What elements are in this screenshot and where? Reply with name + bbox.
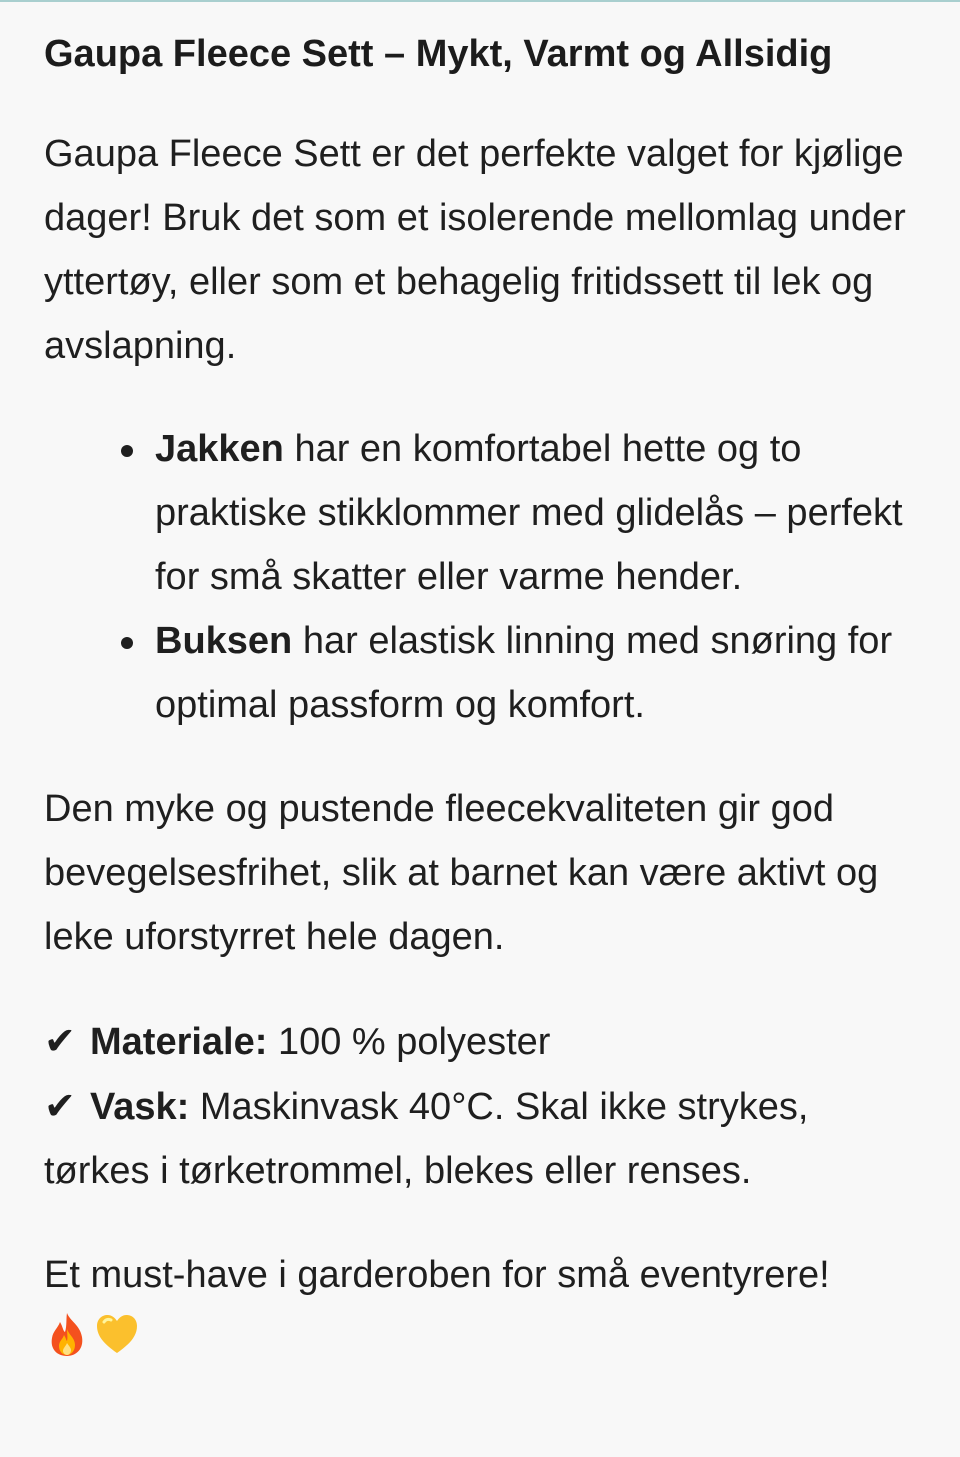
product-description: [44, 28, 924, 1357]
bullet-icon: [121, 637, 133, 649]
feature-list: [44, 417, 924, 737]
checkmark-icon: ✔: [44, 1084, 76, 1128]
top-divider: [0, 0, 960, 2]
spec-value: 100 % polyester: [267, 1021, 551, 1063]
spec-label: Vask:: [90, 1086, 190, 1128]
spec-label: Materiale:: [90, 1021, 268, 1063]
feature-text: har en komfortabel hette og to praktiske stikklommer med glidelås – perfekt for små skatter eller varme hender.: [155, 428, 903, 598]
feature-name: Jakken: [155, 428, 284, 470]
description-paragraph: Den myke og pustende fleecekvaliteten gir god bevegelsesfrihet, slik at barnet kan være aktivt og leke uforstyrret hele dagen.: [44, 788, 879, 958]
fire-icon: [44, 1311, 90, 1357]
yellow-heart-icon: [94, 1311, 140, 1357]
emoji-row: [44, 1311, 924, 1357]
specs-block: [44, 1009, 924, 1203]
spec-value: Maskinvask 40°C. Skal ikke strykes, tørkes i tørketrommel, blekes eller renses.: [44, 1086, 809, 1192]
feature-text: har elastisk linning med snøring for optimal passform og komfort.: [155, 620, 893, 726]
checkmark-icon: ✔: [44, 1019, 76, 1063]
list-item: [155, 417, 924, 609]
spec-wash: [44, 1074, 924, 1203]
list-item: [155, 609, 924, 737]
closing-paragraph: Et must-have i garderoben for små eventyrere!: [44, 1254, 830, 1296]
feature-name: Buksen: [155, 620, 293, 662]
spec-material: [44, 1009, 924, 1074]
bullet-icon: [121, 445, 133, 457]
intro-paragraph: Gaupa Fleece Sett er det perfekte valget for kjølige dager! Bruk det som et isolerende mellomlag under yttertøy, eller som et behagelig fritidssett til lek og avslapning.: [44, 133, 906, 367]
page-title: Gaupa Fleece Sett – Mykt, Varmt og Allsidig: [44, 33, 833, 75]
